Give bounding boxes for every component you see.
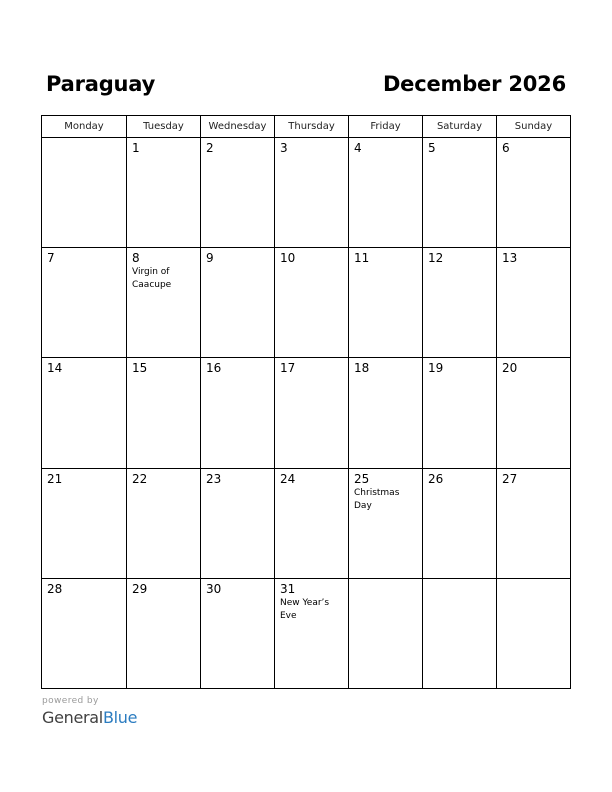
day-number: 16 [206, 361, 222, 376]
day-number: 24 [280, 471, 296, 486]
day-cell [275, 138, 349, 248]
footer-branding [42, 696, 137, 728]
day-cell [127, 248, 201, 358]
week-row [42, 468, 571, 578]
country-title: Paraguay [46, 72, 156, 96]
day-number: 21 [47, 471, 63, 486]
weekday-header: Sunday [497, 116, 571, 138]
day-cell [349, 578, 423, 688]
day-number: 12 [428, 251, 444, 266]
day-cell [275, 358, 349, 468]
day-cell [201, 138, 275, 248]
holiday-label: Virgin of Caacupe [132, 267, 172, 291]
day-number: 2 [206, 141, 214, 155]
holiday-label: New Year’s Eve [280, 597, 330, 621]
weekday-header: Tuesday [127, 116, 201, 138]
day-number: 1 [132, 141, 140, 155]
day-cell [349, 248, 423, 358]
day-cell [497, 248, 571, 358]
day-number: 27 [502, 471, 518, 486]
powered-by-text: powered by [42, 696, 99, 706]
day-number: 26 [428, 471, 444, 486]
day-cell [423, 138, 497, 248]
brand-general-text: General [42, 708, 103, 727]
day-cell [497, 138, 571, 248]
day-number: 14 [47, 361, 63, 376]
day-cell [127, 358, 201, 468]
day-number: 5 [428, 141, 436, 155]
day-cell [275, 248, 349, 358]
day-cell [497, 578, 571, 688]
day-cell [127, 468, 201, 578]
day-number: 15 [132, 361, 148, 376]
week-row [42, 578, 571, 688]
day-cell [349, 358, 423, 468]
day-number: 30 [206, 581, 222, 596]
day-number: 9 [206, 251, 214, 266]
day-cell [423, 468, 497, 578]
day-number: 31 [280, 581, 296, 596]
day-number: 23 [206, 471, 222, 486]
day-cell [127, 578, 201, 688]
day-cell [201, 358, 275, 468]
day-number: 6 [502, 141, 510, 155]
weekday-header: Wednesday [201, 116, 275, 138]
day-number: 29 [132, 581, 148, 596]
day-number: 20 [502, 361, 518, 376]
day-cell [201, 578, 275, 688]
day-cell [497, 358, 571, 468]
day-cell [349, 138, 423, 248]
day-cell [42, 248, 127, 358]
day-cell [42, 358, 127, 468]
day-cell [42, 468, 127, 578]
day-cell [423, 358, 497, 468]
generalblue-logo [42, 708, 137, 728]
holiday-label: Christmas Day [354, 487, 400, 511]
day-cell [127, 138, 201, 248]
day-number: 17 [280, 361, 296, 376]
week-row [42, 358, 571, 468]
week-row [42, 248, 571, 358]
day-number: 4 [354, 141, 362, 155]
weekday-header: Friday [349, 116, 423, 138]
day-number: 13 [502, 251, 518, 266]
weekday-header: Saturday [423, 116, 497, 138]
day-cell [201, 468, 275, 578]
weekday-header: Monday [42, 116, 127, 138]
day-number: 11 [354, 251, 370, 266]
day-number: 8 [132, 251, 140, 266]
day-cell [349, 468, 423, 578]
day-number: 3 [280, 141, 288, 155]
weekday-header-row [42, 116, 571, 138]
day-number: 7 [47, 251, 55, 266]
day-cell [423, 248, 497, 358]
week-row [42, 138, 571, 248]
day-number: 19 [428, 361, 444, 376]
calendar-grid [41, 115, 571, 689]
day-cell [275, 578, 349, 688]
month-year-title: December 2026 [382, 72, 566, 96]
day-number: 25 [354, 471, 370, 486]
day-number: 18 [354, 361, 370, 376]
day-cell [497, 468, 571, 578]
day-cell [275, 468, 349, 578]
day-cell [42, 578, 127, 688]
day-cell [42, 138, 127, 248]
weekday-header: Thursday [275, 116, 349, 138]
day-number: 22 [132, 471, 148, 486]
day-cell [423, 578, 497, 688]
day-number: 10 [280, 251, 296, 266]
day-cell [201, 248, 275, 358]
day-number: 28 [47, 581, 63, 596]
brand-blue-text: Blue [102, 708, 138, 727]
